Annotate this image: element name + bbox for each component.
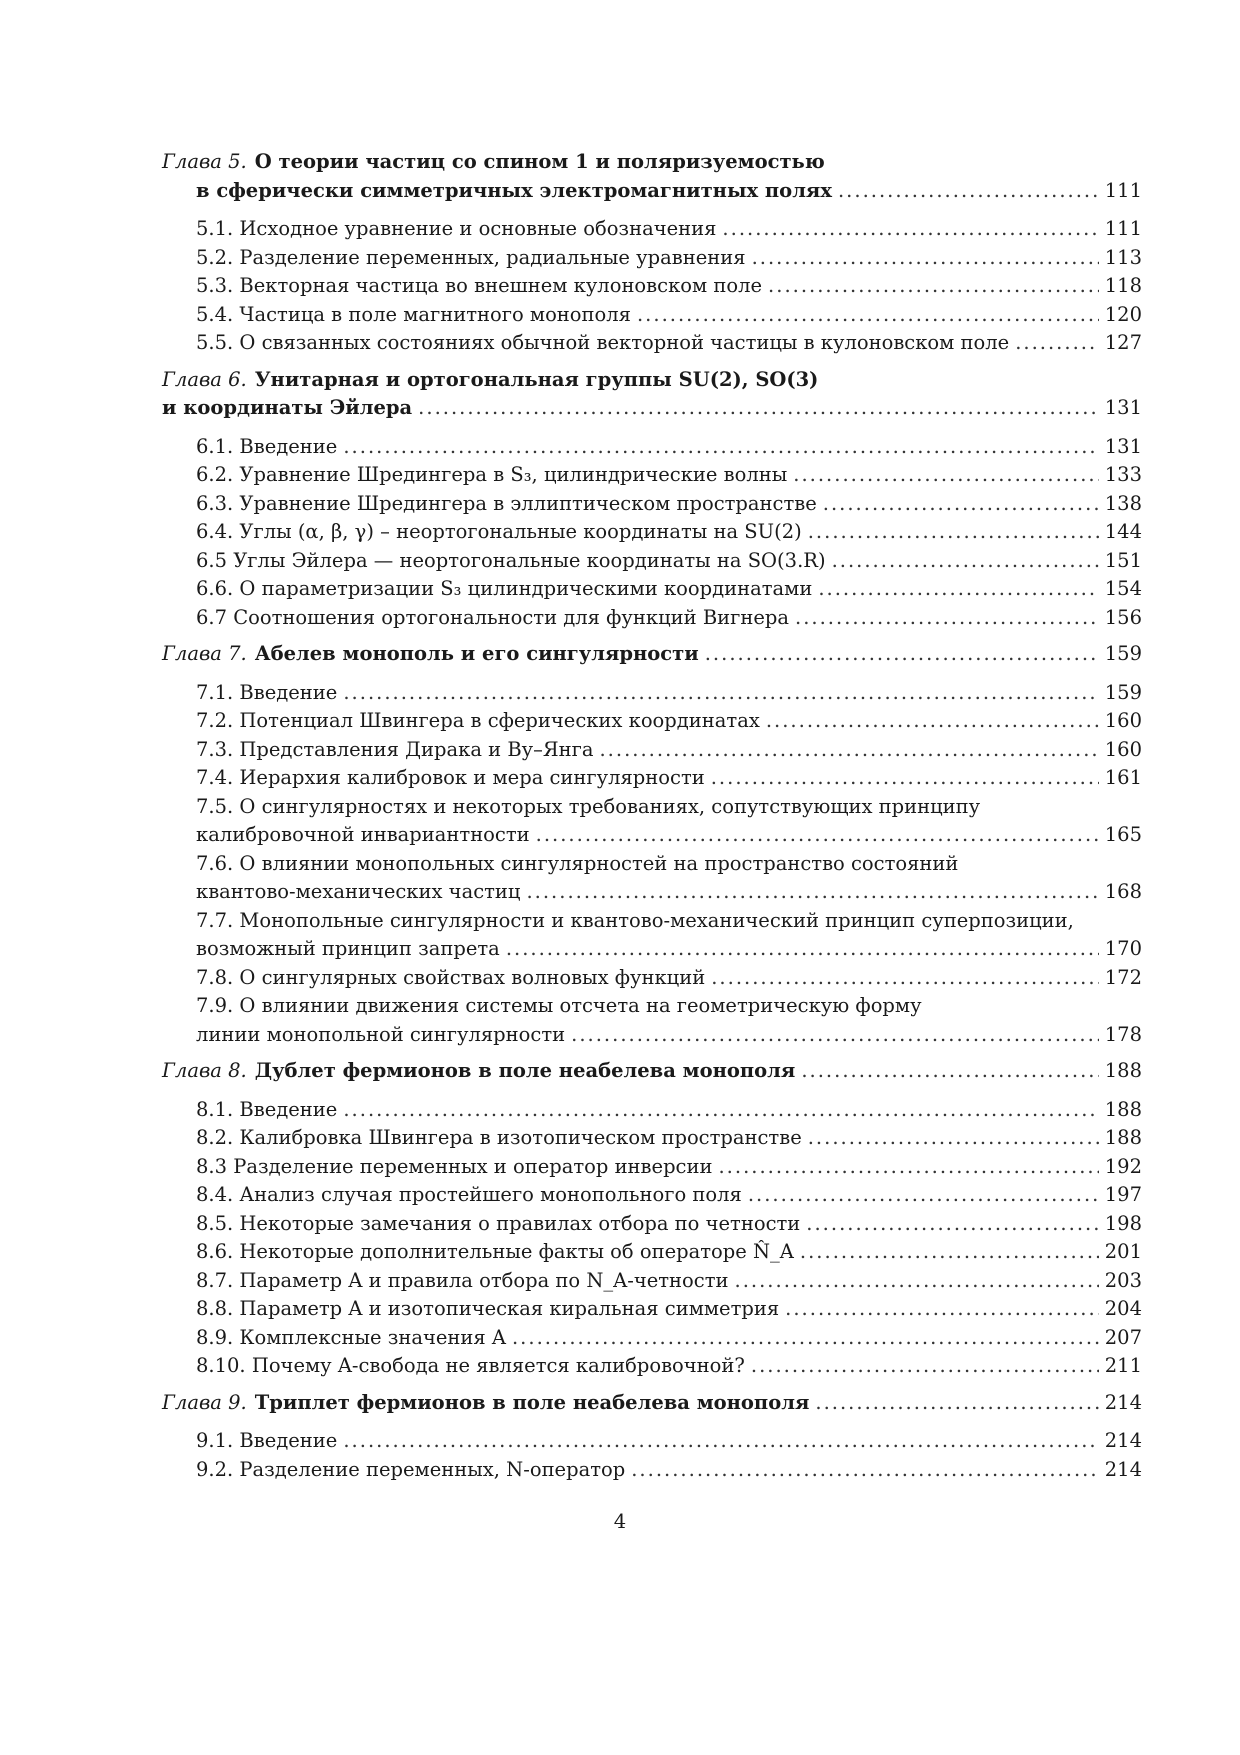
entry-title: 8.4. Анализ случая простейшего монопольного поля (196, 1183, 742, 1206)
page-number-ref: 160 (1104, 709, 1142, 732)
entry-title: 7.6. О влиянии монопольных сингулярностей на пространство состояний (196, 851, 959, 875)
toc-entry[interactable] (162, 301, 1142, 330)
page-number-ref: 111 (1104, 178, 1142, 202)
dot-leader (343, 433, 1098, 462)
dot-leader (752, 244, 1099, 273)
page-number-ref: 160 (1104, 737, 1142, 761)
page-number-ref: 120 (1104, 302, 1142, 326)
dot-leader (722, 215, 1098, 244)
page-number-ref: 207 (1104, 1325, 1142, 1349)
dot-leader (800, 1238, 1099, 1267)
entry-title: 5.1. Исходное уравнение и основные обозначения (196, 217, 717, 240)
entry-title: 5.5. О связанных состояниях обычной векторной частицы в кулоновском поле (196, 331, 1010, 354)
toc-entry[interactable] (162, 1427, 1142, 1456)
entry-title: 8.3 Разделение переменных и оператор инверсии (196, 1154, 713, 1178)
dot-leader (343, 1096, 1098, 1125)
dot-leader (418, 394, 1099, 423)
page-number-ref: 188 (1104, 1126, 1142, 1149)
chapter-heading-continued[interactable] (162, 177, 1142, 206)
page-number-ref: 170 (1104, 937, 1142, 960)
dot-leader (512, 1324, 1099, 1353)
page-number-ref: 211 (1104, 1354, 1142, 1377)
entry-title: 6.2. Уравнение Шредингера в S₃, цилиндрические волны (196, 463, 788, 486)
chapter-6 (162, 366, 1142, 633)
toc-entry[interactable] (162, 1124, 1142, 1153)
chapter-heading (162, 148, 1142, 177)
dot-leader (526, 878, 1098, 907)
entry-title: 8.7. Параметр A и правила отбора по N_A-четности (196, 1268, 729, 1292)
page-number-ref: 197 (1104, 1183, 1142, 1206)
entry-title: 8.8. Параметр A и изотопическая киральная симметрия (196, 1297, 780, 1320)
entry-title: 6.6. О параметризации S₃ цилиндрическими координатами (196, 577, 813, 600)
section-list (162, 679, 1142, 1050)
chapter-title: Унитарная и ортогональная группы SU(2), SO(3) (254, 367, 819, 391)
dot-leader (705, 640, 1099, 669)
dot-leader (808, 518, 1099, 547)
page-number-ref: 127 (1104, 331, 1142, 354)
chapter-8 (162, 1057, 1142, 1381)
entry-title: возможный принцип запрета (196, 937, 500, 960)
page-number-ref: 159 (1104, 642, 1142, 665)
entry-title: 5.3. Векторная частица во внешнем кулоновском поле (196, 274, 763, 297)
toc-entry[interactable] (162, 935, 1142, 964)
section-list (162, 1096, 1142, 1381)
entry-title: 7.7. Монопольные сингулярности и квантово-механический принцип суперпозиции, (196, 908, 1074, 932)
section-list (162, 215, 1142, 358)
dot-leader (818, 575, 1098, 604)
page-number-ref: 198 (1104, 1211, 1142, 1235)
page-number-ref: 178 (1104, 1022, 1142, 1046)
chapter-title: Дублет фермионов в поле неабелева монополя (254, 1059, 796, 1082)
dot-leader (711, 964, 1099, 993)
toc-entry[interactable] (162, 1181, 1142, 1210)
dot-leader (343, 679, 1098, 708)
page-number-ref: 204 (1104, 1297, 1142, 1320)
entry-title: квантово-механических частиц (196, 880, 521, 903)
toc-entry[interactable] (162, 433, 1142, 462)
toc-entry[interactable] (162, 1324, 1142, 1353)
chapter-title: и координаты Эйлера (162, 396, 413, 419)
dot-leader (631, 1456, 1099, 1485)
page-number-ref: 161 (1104, 766, 1142, 789)
toc-entry-first-line[interactable] (162, 992, 1142, 1021)
dot-leader (748, 1181, 1099, 1210)
page-number-ref: 188 (1104, 1097, 1142, 1121)
toc-entry[interactable] (162, 964, 1142, 993)
entry-title: 6.7 Соотношения ортогональности для функций Вигнера (196, 605, 790, 629)
entry-title: 8.9. Комплексные значения A (196, 1325, 506, 1349)
dot-leader (343, 1427, 1098, 1456)
entry-title: калибровочной инвариантности (196, 823, 530, 846)
toc-entry[interactable] (162, 1153, 1142, 1182)
chapter-label: Глава 6. (162, 367, 247, 391)
chapter-label: Глава 5. (162, 150, 247, 173)
toc-entry-first-line[interactable] (162, 793, 1142, 822)
toc-entry[interactable] (162, 1267, 1142, 1296)
toc-entry[interactable] (162, 1021, 1142, 1050)
section-list (162, 1427, 1142, 1484)
chapter-heading[interactable] (162, 640, 1142, 669)
entry-title: 8.1. Введение (196, 1097, 338, 1121)
page-number-ref: 201 (1104, 1240, 1142, 1263)
entry-title: 6.3. Уравнение Шредингера в эллиптическом пространстве (196, 491, 817, 515)
dot-leader (768, 272, 1099, 301)
entry-title: 5.4. Частица в поле магнитного монополя (196, 302, 631, 326)
dot-leader (536, 821, 1099, 850)
dot-leader (751, 1352, 1099, 1381)
toc-entry[interactable] (162, 575, 1142, 604)
chapter-7 (162, 640, 1142, 1049)
page-number-ref: 192 (1104, 1154, 1142, 1178)
toc-entry[interactable] (162, 244, 1142, 273)
page-number-ref: 144 (1104, 520, 1142, 543)
page-number-ref: 165 (1104, 823, 1142, 846)
entry-title: 5.2. Разделение переменных, радиальные уравнения (196, 245, 746, 269)
toc-entry[interactable] (162, 1096, 1142, 1125)
entry-title: 7.3. Представления Дирака и Ву–Янга (196, 737, 594, 761)
dot-leader (506, 935, 1099, 964)
chapter-label: Глава 9. (162, 1390, 247, 1414)
chapter-title: Абелев монополь и его сингулярности (254, 642, 699, 665)
entry-title: 8.5. Некоторые замечания о правилах отбора по четности (196, 1211, 801, 1235)
toc-entry[interactable] (162, 604, 1142, 633)
entry-title: 6.1. Введение (196, 434, 338, 458)
page-number-ref: 203 (1104, 1268, 1142, 1292)
dot-leader (571, 1021, 1099, 1050)
dot-leader (806, 1210, 1098, 1239)
toc-entry[interactable] (162, 679, 1142, 708)
page-number-ref: 113 (1104, 245, 1142, 269)
dot-leader (815, 1389, 1098, 1418)
toc-entry-first-line[interactable] (162, 850, 1142, 879)
entry-title: линии монопольной сингулярности (196, 1022, 566, 1046)
entry-title: 6.4. Углы (α, β, γ) – неортогональные координаты на SU(2) (196, 520, 802, 543)
page-footer-number: 4 (613, 1510, 627, 1533)
dot-leader (735, 1267, 1099, 1296)
dot-leader (823, 490, 1099, 519)
section-list (162, 433, 1142, 633)
toc-entry[interactable] (162, 1456, 1142, 1485)
toc-entry[interactable] (162, 1352, 1142, 1381)
toc-entry[interactable] (162, 1210, 1142, 1239)
dot-leader (795, 604, 1099, 633)
toc-entry-first-line[interactable] (162, 907, 1142, 936)
dot-leader (793, 461, 1099, 490)
page-number-ref: 159 (1104, 680, 1142, 704)
entry-title: 7.8. О сингулярных свойствах волновых функций (196, 965, 706, 989)
dot-leader (1015, 329, 1099, 358)
chapter-heading (162, 366, 1142, 395)
chapter-label: Глава 7. (162, 642, 247, 665)
toc-entry[interactable] (162, 736, 1142, 765)
entry-title: 7.9. О влиянии движения системы отсчета на геометрическую форму (196, 994, 922, 1017)
dot-leader (637, 301, 1099, 330)
entry-title: 7.1. Введение (196, 680, 338, 704)
page-number-ref: 138 (1104, 491, 1142, 515)
toc-entry[interactable] (162, 547, 1142, 576)
entry-title: 8.6. Некоторые дополнительные факты об операторе N̂_A (196, 1240, 794, 1263)
toc-entry[interactable] (162, 707, 1142, 736)
chapter-5 (162, 148, 1142, 358)
toc-entry[interactable] (162, 272, 1142, 301)
toc-entry[interactable] (162, 518, 1142, 547)
toc-entry[interactable] (162, 215, 1142, 244)
toc-entry[interactable] (162, 1295, 1142, 1324)
toc-entry[interactable] (162, 821, 1142, 850)
page-number-ref: 188 (1104, 1059, 1142, 1082)
page-number-ref: 131 (1104, 434, 1142, 458)
dot-leader (599, 736, 1098, 765)
chapter-heading-continued[interactable] (162, 394, 1142, 423)
dot-leader (766, 707, 1099, 736)
entry-title: 7.2. Потенциал Швингера в сферических координатах (196, 709, 760, 732)
page-number-ref: 111 (1104, 217, 1142, 240)
entry-title: 9.2. Разделение переменных, N-оператор (196, 1457, 626, 1481)
page-number-ref: 151 (1104, 548, 1142, 572)
page-number-ref: 154 (1104, 577, 1142, 600)
chapter-9 (162, 1389, 1142, 1485)
page-number-ref: 214 (1104, 1390, 1142, 1414)
dot-leader (711, 764, 1099, 793)
chapter-title: О теории частиц со спином 1 и поляризуемостью (254, 150, 825, 173)
dot-leader (801, 1057, 1098, 1086)
entry-title: 8.10. Почему A-свобода не является калибровочной? (196, 1354, 745, 1377)
chapter-label: Глава 8. (162, 1059, 247, 1082)
entry-title: 6.5 Углы Эйлера — неортогональные координаты на SO(3.R) (196, 548, 826, 572)
page-number-ref: 168 (1104, 880, 1142, 903)
dot-leader (718, 1153, 1098, 1182)
dot-leader (838, 177, 1099, 206)
chapter-title: Триплет фермионов в поле неабелева монополя (254, 1390, 810, 1414)
page-number-ref: 131 (1104, 396, 1142, 419)
page-number-ref: 133 (1104, 463, 1142, 486)
dot-leader (832, 547, 1099, 576)
table-of-contents (162, 148, 1142, 1484)
entry-title: 8.2. Калибровка Швингера в изотопическом пространстве (196, 1126, 802, 1149)
chapter-heading[interactable] (162, 1389, 1142, 1418)
entry-title: 9.1. Введение (196, 1429, 338, 1452)
toc-entry[interactable] (162, 1238, 1142, 1267)
toc-entry[interactable] (162, 490, 1142, 519)
dot-leader (785, 1295, 1099, 1324)
toc-entry[interactable] (162, 329, 1142, 358)
page-number-ref: 214 (1104, 1457, 1142, 1481)
entry-title: 7.5. О сингулярностях и некоторых требованиях, сопутствующих принципу (196, 794, 981, 818)
chapter-title: в сферически симметричных электромагнитных полях (196, 178, 832, 202)
page-number-ref: 214 (1104, 1429, 1142, 1452)
toc-entry[interactable] (162, 461, 1142, 490)
toc-entry[interactable] (162, 878, 1142, 907)
chapter-heading[interactable] (162, 1057, 1142, 1086)
page-number-ref: 172 (1104, 965, 1142, 989)
toc-entry[interactable] (162, 764, 1142, 793)
page-number-ref: 118 (1104, 274, 1142, 297)
entry-title: 7.4. Иерархия калибровок и мера сингулярности (196, 766, 705, 789)
dot-leader (808, 1124, 1099, 1153)
page-number-ref: 156 (1104, 605, 1142, 629)
